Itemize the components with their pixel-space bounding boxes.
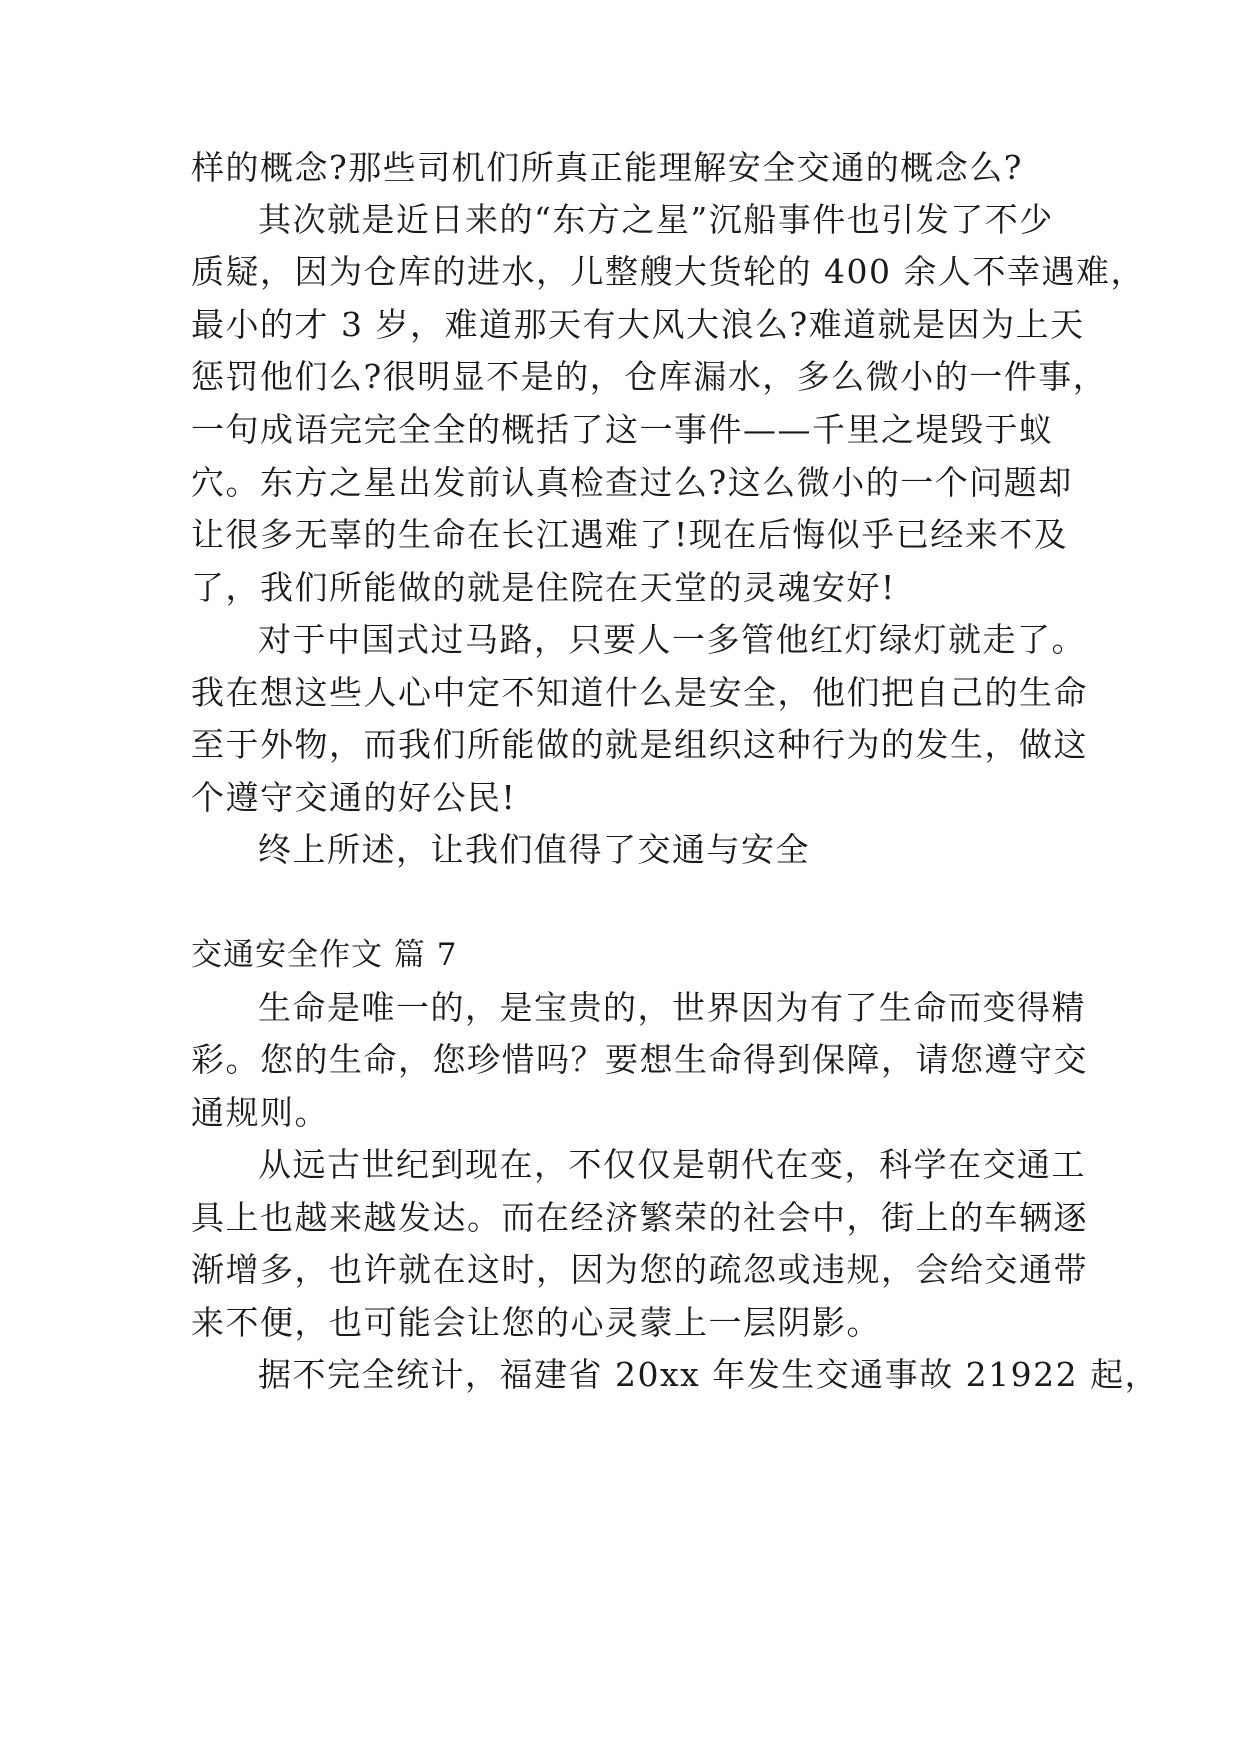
paragraph-line: 质疑，因为仓库的进水，儿整艘大货轮的 400 余人不幸遇难， [191,252,1145,291]
paragraph-line: 了，我们所能做的就是住院在天堂的灵魂安好! [191,568,896,607]
paragraph-line: 一句成语完完全全的概括了这一事件——千里之堤毁于蚁 [191,410,1054,449]
paragraph-line: 至于外物，而我们所能做的就是组织这种行为的发生，做这 [191,725,1088,764]
paragraph-line: 最小的才 3 岁，难道那天有大风大浪么?难道就是因为上天 [191,305,1085,344]
paragraph-line: 从远古世纪到现在，不仅仅是朝代在变，科学在交通工 [258,1145,1086,1184]
paragraph-line: 渐增多，也许就在这时，因为您的疏忽或违规，会给交通带 [191,1250,1088,1289]
section-heading: 交通安全作文 篇 7 [191,937,458,973]
paragraph-line: 生命是唯一的，是宝贵的，世界因为有了生命而变得精 [258,988,1086,1027]
paragraph-line: 惩罚他们么?很明显不是的，仓库漏水，多么微小的一件事， [191,357,1108,396]
paragraph-line: 样的概念?那些司机们所真正能理解安全交通的概念么? [191,148,1023,187]
paragraph-line: 彩。您的生命，您珍惜吗？要想生命得到保障，请您遵守交 [191,1040,1088,1079]
paragraph-line: 对于中国式过马路，只要人一多管他红灯绿灯就走了。 [258,620,1086,659]
paragraph-line: 具上也越来越发达。而在经济繁荣的社会中，街上的车辆逐 [191,1198,1088,1237]
paragraph-line: 个遵守交通的好公民! [191,778,517,817]
paragraph-line: 据不完全统计，福建省 20xx 年发生交通事故 21922 起， [258,1355,1160,1394]
paragraph-line: 来不便，也可能会让您的心灵蒙上一层阴影。 [191,1303,881,1342]
paragraph-line: 通规则。 [191,1093,329,1132]
paragraph-line: 其次就是近日来的“东方之星”沉船事件也引发了不少 [258,200,1054,239]
paragraph-line: 终上所述，让我们值得了交通与安全 [258,830,810,869]
paragraph-line: 穴。东方之星出发前认真检查过么?这么微小的一个问题却 [191,463,1073,502]
paragraph-line: 我在想这些人心中定不知道什么是安全，他们把自己的生命 [191,673,1088,712]
paragraph-line: 让很多无辜的生命在长江遇难了!现在后悔似乎已经来不及 [191,515,1069,554]
